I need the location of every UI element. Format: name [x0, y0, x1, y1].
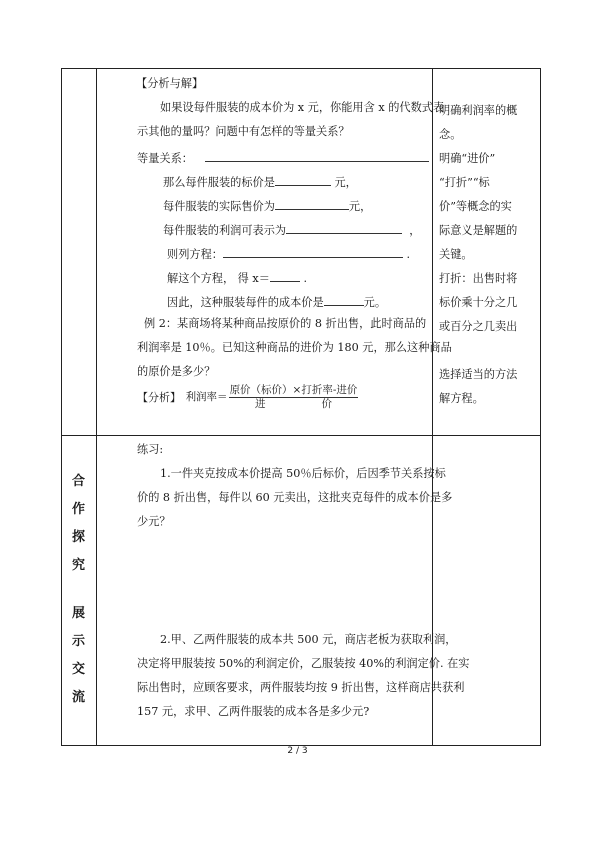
conclusion-blank[interactable] [324, 294, 364, 306]
note-line: 打折：出售时将 [439, 272, 518, 285]
equal-relation-label: 等量关系： [137, 152, 193, 165]
conclusion-text: 因此，这种服装每件的成本价是 [167, 296, 324, 309]
practice-q2-line: 157 元，求甲、乙两件服装的成本各是多少元? [137, 705, 370, 718]
formula-den-right: 价 [321, 398, 332, 410]
equal-relation-blank[interactable] [205, 150, 429, 162]
note-line: 解方程。 [439, 392, 484, 405]
practice-q1-line: 价的 8 折出售，每件以 60 元卖出，这批夹克每件的成本价是多 [137, 491, 453, 504]
lesson-table [61, 68, 541, 746]
section-char: 展 [72, 606, 86, 621]
practice-cell [97, 436, 470, 746]
sale-price-text: 每件服装的实际售价为 [163, 200, 275, 213]
formula-fraction [229, 384, 359, 411]
practice-q2-line: 际出售时，应顾客要求，两件服装均按 9 折出售，这样商店共获利 [137, 681, 465, 694]
note-line: 或百分之几卖出 [439, 320, 518, 333]
analysis-heading: 【分析与解】 [136, 77, 204, 90]
profit-comma: ， [409, 224, 421, 237]
section-char: 究 [72, 558, 86, 573]
equation-label: 则列方程： [167, 248, 223, 261]
profit-text: 每件服装的利润可表示为 [163, 224, 287, 237]
section-cell-empty [62, 69, 97, 436]
formula-tag: 【分析】 [137, 391, 181, 404]
example2-line: 利润率是 10％。已知这种商品的进价为 180 元，那么这种商品 [137, 341, 452, 354]
equation-blank[interactable] [223, 246, 403, 258]
sale-price-unit: 元， [348, 200, 372, 213]
practice-title: 练习: [137, 443, 164, 456]
formula-numerator: 原价（标价）×打折率-进价 [229, 384, 358, 396]
page-number: 2 / 3 [287, 746, 308, 756]
example2-line: 的原价是多少？ [137, 365, 216, 378]
practice-q1-line: 少元？ [137, 515, 171, 528]
section-char: 示 [72, 634, 86, 649]
practice-q2-line: 决定将甲服装按 50%的利润定价，乙服装按 40%的利润定价. 在实 [137, 657, 470, 670]
notes-cell [433, 69, 541, 436]
note-line: 标价乘十分之几 [439, 296, 518, 309]
conclusion-line [167, 294, 386, 308]
analysis-line: 示其他的量吗？问题中有怎样的等量关系？ [137, 125, 350, 138]
solve-blank[interactable] [270, 270, 300, 282]
example2-line: 例 2：某商场将某种商品按原价的 8 折出售，此时商品的 [144, 317, 427, 330]
practice-q1-line: 1.一件夹克按成本价提高 50％后标价，后因季节关系按标 [160, 467, 446, 480]
tag-price-line [163, 174, 357, 188]
table-row [62, 69, 541, 436]
sale-price-blank[interactable] [275, 198, 349, 210]
tag-price-blank[interactable] [275, 174, 331, 186]
section-label-cell [62, 436, 97, 746]
practice-q2-line: 2.甲、乙两件服装的成本共 500 元，商店老板为获取利润， [160, 633, 457, 646]
solve-text: 解这个方程， 得 x＝ [167, 272, 270, 285]
conclusion-unit: 元。 [363, 296, 387, 309]
tag-price-unit: 元， [334, 176, 357, 189]
note-line: 明确利润率的概 [439, 104, 518, 117]
section-char: 作 [72, 502, 86, 517]
formula-lhs: 利润率＝ [185, 391, 228, 404]
note-line: 念。 [439, 128, 462, 141]
section-char: 合 [72, 474, 86, 489]
note-line: 关键。 [439, 248, 473, 261]
formula-den-left: 进 [254, 398, 266, 410]
sale-price-line [163, 198, 371, 212]
note-line: 价”等概念的实 [439, 200, 512, 213]
note-line: “打折”“标 [439, 176, 490, 189]
solve-period: . [303, 272, 308, 285]
section-char: 交 [72, 662, 86, 677]
formula-denominator [229, 398, 359, 411]
profit-line [163, 222, 420, 236]
profit-blank[interactable] [286, 222, 402, 234]
tag-price-text: 那么每件服装的标价是 [163, 176, 275, 189]
note-line: 明确“进价” [439, 152, 496, 165]
equal-relation-line [137, 150, 429, 164]
section-char: 探 [72, 530, 86, 545]
notes-cell-empty [433, 436, 541, 746]
note-line: 选择适当的方法 [439, 368, 518, 381]
analysis-line: 如果设每件服装的成本价为 x 元，你能用含 x 的代数式表 [160, 101, 445, 114]
note-line: 际意义是解题的 [439, 224, 518, 237]
equation-period: . [406, 248, 411, 261]
equation-line [167, 246, 410, 260]
table-row [62, 436, 541, 746]
analysis-cell [97, 69, 452, 436]
section-char: 流 [72, 690, 86, 705]
solve-line [167, 270, 307, 284]
profit-rate-formula [137, 384, 358, 411]
